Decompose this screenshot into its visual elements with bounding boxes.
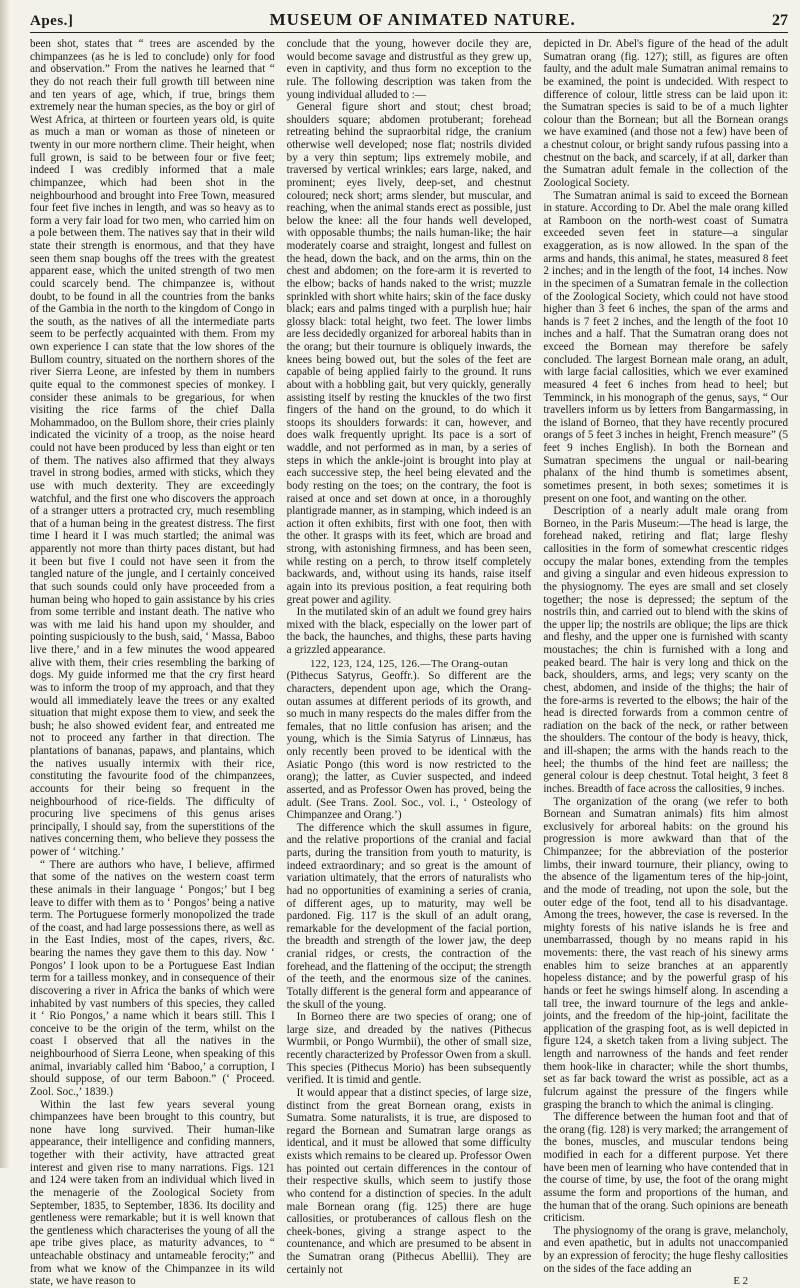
signature-mark: E 2 <box>733 1275 749 1288</box>
paragraph: The difference between the human foot and that of the orang (fig. 128) is very marked; the arrangement of the bones, muscles, and muscular tendons being modified in each for a different purpose. Yet there have been men of learning who have contended that in the course of time, by use, the foot of the orang might assume the form and proportions of the human, and the human that of the orang. Such opinions are beneath criticism. <box>543 1111 789 1225</box>
paragraph: conclude that the young, however docile they are, would become savage and distrustful as they grew up, even in captivity, and thus form no exception to the rule. The following description was taken from the young individual alluded to :— <box>286 38 532 101</box>
paragraph: Description of a nearly adult male orang from Borneo, in the Paris Museum:—The head is large, the forehead naked, retiring and flat; large fleshy callosities in the form of somewhat crescentic ridges occupy the malar bones, extending from the temples and giving a singular and even hideous expression to the physiognomy. The eyes are small and set closely together; the nose is depressed; the septum of the nostrils thin, and carried out to blend with the skins of the upper lip; the nostrils are oblique; the lips are thick and fleshy, and the upper one is furnished with scanty moustaches; the chin is furnished with a long and peaked beard. The hair is very long and thick on the back, shoulders, arms, and legs; very scanty on the chest, abdomen, and inside of the thighs; the hair of the fore-arms is reverted to the elbows; the hair of the head is directed forwards from a common centre of radiation on the back of the neck, or rather between the shoulders. The contour of the body is heavy, thick, and ill-shapen; the arms with the hands reach to the heel; the thumbs of the hind feet are nailless; the general colour is deep chestnut. Total height, 3 feet 8 inches. Breadth of face across the callosities, 9 inches. <box>543 505 789 795</box>
column-2 <box>286 38 532 1276</box>
paragraph: The physiognomy of the orang is grave, melancholy, and even apathetic, but in adults not unaccompanied by an expression of ferocity; the huge fleshy callosities on the sides of the face adding an <box>543 1224 789 1275</box>
header-section: Apes.] <box>30 13 74 29</box>
page-number: 27 <box>771 12 788 29</box>
paragraph: Within the last few years several young chimpanzees have been brought to this country, but none have long survived. Their human-like appearance, their intelligence and confiding manners, together with their activity, have attracted great interest and given rise to many narrations. Figs. 121 and 124 were taken from an individual which lived in the menagerie of the Zoological Society from September, 1835, to September, 1836. Its docility and gentleness were remarkable; but it is well known that the gentleness which characterises the young of all the ape tribe gives place, as maturity advances, to “ unteachable obstinacy and untameable ferocity;” and from what we know of the Chimpanzee in its wild state, we have reason to <box>30 1098 275 1288</box>
paragraph: (Pithecus Satyrus, Geoffr.). So different are the characters, dependent upon age, which the Orang-outan assumes at different periods of its growth, and so much in many respects do the males differ from the females, that no little confusion has arisen; and the young, which is the Simia Satyrus of Linnæus, has only recently been proved to be identical with the Asiatic Pongo (this word is now restricted to the orang); the latter, as Cuvier suspected, and indeed asserted, and as Professor Owen has proved, being the adult. (See Trans. Zool. Soc., vol. i., ‘ Osteology of Chimpanzee and Orang.’) <box>286 670 532 822</box>
paragraph: “ There are authors who have, I believe, affirmed that some of the natives on the western coast term these animals in their language ‘ Pongos;’ but I beg leave to differ with them as to ‘ Pongos’ being a native term. The Portuguese formerly monopolized the trade of the coast, and had large possessions there, as well as in the East Indies, most of the capes, rivers, &c. bearing the names they gave them to this day. Now ‘ Pongos’ I look upon to be a Portuguese East Indian term for a tailless monkey, and in consequence of their discovering a river in Africa the banks of which were inhabited by vast numbers of this species, they called it ‘ Rio Pongos,’ a name which it bears still. This I conceive to be the origin of the term, whilst on the coast I observed that all the natives in the neighbourhood of Sierra Leone, when speaking of this animal, invariably called him ‘Baboo,’ a corruption, I should suppose, of our term Baboon.” (‘ Proceed. Zool. Soc.,’ 1839.) <box>30 858 275 1098</box>
paragraph: The difference which the skull assumes in figure, and the relative proportions of the cranial and facial parts, during the transition from youth to maturity, is indeed extraordinary; and so great is the amount of variation ultimately, that the errors of naturalists who had no opportunities of examining a series of crania, of different ages, up to maturity, may well be pardoned. Fig. 117 is the skull of an adult orang, remarkable for the development of the facial portion, the breadth and strength of the lower jaw, the deep cranial ridges, or crests, the contraction of the forehead, and the flattening of the occiput; the strength of the teeth, and the enormous size of the canines. Totally different is the general form and appearance of the skull of the young. <box>286 821 532 1011</box>
paragraph: It would appear that a distinct species, of large size, distinct from the great Bornean orang, exists in Sumatra. Some naturalists, it is true, are disposed to regard the Bornean and Sumatran large orangs as identical, and it must be allowed that some difficulty exists which remains to be cleared up. Professor Owen has pointed out certain differences in the contour of their respective skulls, which seem to justify those who contend for a distinction of species. In the adult male Bornean orang (fig. 125) there are huge callosities, or protuberances of callous flesh on the cheek-bones, giving a strange aspect to the countenance, and which are presumed to be absent in the Sumatran orang (Pithecus Abellii). They are certainly not <box>286 1086 532 1276</box>
paragraph: been shot, states that “ trees are ascended by the chimpanzees (as he is led to conclude) only for food and observation.” From the natives he learned that “ they do not reach their full growth till between nine and ten years of age, which, if true, brings them extremely near the human species, as the boy or girl of West Africa, at thirteen or fourteen years old, is quite as much a man or woman as those of nineteen or twenty in our more northern clime. Their height, when full grown, is said to be between four or five feet; indeed I was credibly informed that a male chimpanzee, which had been shot in the neighbourhood and brought into Free Town, measured four feet five inches in length, and was so heavy as to form a very fair load for two men, who carried him on a pole between them. The natives say that in their wild state their strength is enormous, and that they have seen them snap boughs off the trees with the greatest apparent ease, which the united strength of two men could scarcely bend. The chimpanzee is, without doubt, to be found in all the countries from the banks of the Gambia in the north to the kingdom of Congo in the south, as the natives of all the intermediate parts seem to be perfectly acquainted with them. From my own experience I can state that the low shores of the Bullom country, situated on the northern shores of the river Sierra Leone, are infested by them in numbers quite equal to the commonest species of monkey. I consider these animals to be gregarious, for when visiting the rice farms of the chief Dalla Mohammadoo, on the Bullom shore, their cries plainly indicated the vicinity of a troop, as the noise heard could not have been produced by less than eight or ten of them. The natives also affirmed that they always travel in strong bodies, armed with sticks, which they use with much dexterity. They are exceedingly watchful, and the first one who discovers the approach of a stranger utters a protracted cry, much resembling that of a human being in the greatest distress. The first time I heard it I was much startled; the animal was apparently not more than thirty paces distant, but had it been but five I could not have seen it from the tangled nature of the jungle, and I certainly conceived that such sounds could only have proceeded from a human being who hoped to gain assistance by his cries from some terrible and instant death. The native who was with me laid his hand upon my shoulder, and pointing suspiciously to the bush, said, ‘ Massa, Baboo live there,’ and in a few minutes the wood appeared alive with them, their cries resembling the barking of dogs. My guide informed me that the cry first heard was to inform the troop of my approach, and that they would all immediately leave the trees or any exalted situation that might expose them to view, and seek the bush; he also showed evident fear, and entreated me not to proceed any farther in that direction. The plantations of bananas, papaws, and plantains, which the natives usually intermix with their rice, constituting the favourite food of the chimpanzees, accounts for their being so frequent in the neighbourhood of rice-fields. The difficulty of procuring live specimens of this genus arises principally, I should say, from the superstitions of the natives concerning them, who believe they possess the power of ‘ witching.’ <box>30 38 275 858</box>
paragraph: The organization of the orang (we refer to both Bornean and Sumatran animals) fits him almost exclusively for arboreal habits: on the ground his progression is more awkward than that of the Chimpanzee; for the abbreviation of the posterior limbs, their inward tournure, their pliancy, owing to the absence of the ligamentum teres of the hip-joint, and the mode of treading, not upon the sole, but the outer edge of the foot, tend all to his disadvantage. Among the trees, however, the case is reversed. In the mighty forests of his native islands he is free and unembarrassed, though by no means rapid in his movements: there, the vast reach of his sinewy arms enables him to seize branches at an apparently hopeless distance; and by the powerful grasp of his hands or feet he swings himself along. In ascending a tall tree, the inward tournure of the legs and ankle-joints, and the freedom of the hip-joint, facilitate the application of the grasping foot, as is well depicted in figure 124, a sketch taken from a living subject. The length and narrowness of the hands and feet render them hook-like in character; while the short thumbs, set as far back toward the wrist as possible, act as a fulcrum against the pressure of the fingers while grasping the branch to which the animal is clinging. <box>543 795 789 1111</box>
page-gutter-shadow <box>0 0 10 1168</box>
paragraph: In Borneo there are two species of orang; one of large size, and dreaded by the natives (Pithecus Wurmbii, or Pongo Wurmbii), the other of small size, recently characterized by Professor Owen from a skull. This species (Pithecus Morio) has been subsequently verified. It is timid and gentle. <box>286 1011 532 1087</box>
text-columns <box>30 38 789 1288</box>
running-header <box>30 4 788 33</box>
paragraph: depicted in Dr. Abel's figure of the head of the adult Sumatran orang (fig. 127); still, as figures are often faulty, and the adult male Sumatran animal remains to be examined, the point is undecided. With respect to difference of colour, little stress can be laid upon it: the Sumatran species is said to be of a much lighter colour than the Bornean; but all the Bornean orangs we have examined (and those not a few) have been of a chestnut colour, or bright sandy rufous passing into a chestnut on the back, and scarcely, if at all, darker than the Sumatran adult female in the collection of the Zoological Society. <box>543 38 789 189</box>
paragraph: In the mutilated skin of an adult we found grey hairs mixed with the black, especially on the lower part of the back, the haunches, and thighs, these parts having a grizzled appearance. <box>286 606 532 656</box>
section-heading: 122, 123, 124, 125, 126.—The Orang-outan <box>309 657 509 670</box>
header-title: MUSEUM OF ANIMATED NATURE. <box>269 10 576 29</box>
paragraph: The Sumatran animal is said to exceed the Bornean in stature. According to Dr. Abel the male orang killed at Ramboon on the north-west coast of Sumatra exceeded seven feet in stature—a singular exaggeration, as is now allowed. In the span of the arms and hands, this animal, he states, measured 8 feet 2 inches; and in the length of the foot, 14 inches. Now in the specimen of a Sumatran female in the collection of the Zoological Society, which could not have stood higher than 3 feet 6 inches, the span of the arms and hands is 7 feet 2 inches, and the length of the foot 10 inches and a half. That the Sumatran orang does not exceed the Bornean may therefore be safely concluded. The largest Bornean male orang, an adult, with large facial callosities, which we ever examined measured 4 feet 6 inches from head to heel; but Temminck, in his monograph of the genus, says, “ Our travellers inform us by letters from Bangarmassing, in the island of Borneo, that they have recently procured orangs of 5 feet 3 inches in height, French measure” (5 feet 9 inches English). In both the Bornean and Sumatran specimens the ungual or nail-bearing phalanx of the hind thumb is sometimes absent, sometimes present, in both sexes; sometimes it is present on one foot, and wanting on the other. <box>543 189 789 505</box>
column-3 <box>543 38 789 1288</box>
paragraph: General figure short and stout; chest broad; shoulders square; abdomen protuberant; forehead retreating behind the supraorbital ridge, the cranium otherwise well developed; nose flat; nostrils divided by a very thin septum; lips extremely mobile, and traversed by vertical wrinkles; ears large, naked, and prominent; eyes lively, deep-set, and chestnut coloured; neck short; arms slender, but muscular, and reaching, when the animal stands erect as possible, just below the knee: all the four hands well developed, with opposable thumbs; the nails human-like; the hair moderately coarse and straight, longest and fullest on the head, down the back, and on the arms, thin on the chest and abdomen; on the fore-arm it is reverted to the elbow; backs of hands naked to the wrist; muzzle sprinkled with short white hairs; skin of the face dusky black; ears and palms tinged with a purplish hue; hair glossy black: total height, two feet. The lower limbs are less decidedly organized for arboreal habits than in the orang; but their tournure is obliquely inwards, the knees being bowed out, but the soles of the feet are capable of being applied fairly to the ground. It runs about with a hobbling gait, but very quickly, generally assisting itself by resting the knuckles of the two first fingers of the hand on the ground, to do which it stoops its shoulders forwards: it can, however, and does walk frequently upright. Its pace is a sort of waddle, and not performed as in man, by a series of steps in which the ankle-joint is brought into play at each successive step, the heel being elevated and the body resting on the toes; on the contrary, the foot is raised at once and set down at once, in a thoroughly plantigrade manner, as in stamping, which indeed is an action it often exhibits, first with one foot, then with the other. It grasps with its feet, which are broad and strong, with astonishing firmness, and has been seen, while resting on a perch, to throw itself completely backwards, and, without using its hands, raise itself again into its previous position, a feat requiring both great power and agility. <box>286 101 532 606</box>
column-1 <box>30 38 275 1288</box>
